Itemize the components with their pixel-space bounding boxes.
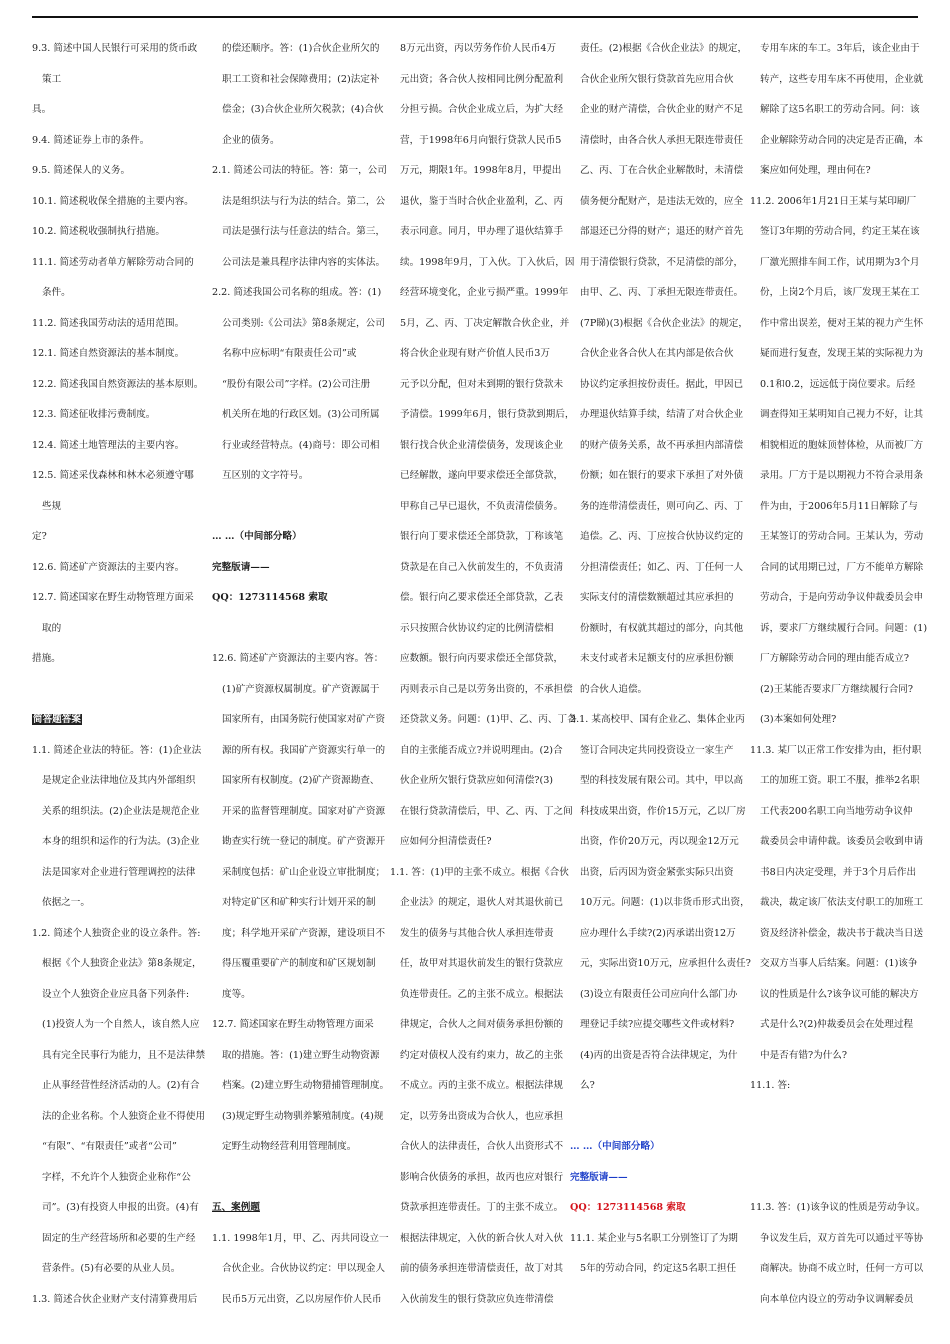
text-line: 5月，乙、丙、丁决定解散合伙企业，并 [400,317,570,329]
text-line: 法是组织法与行为法的结合。第二，公 [222,195,386,207]
text-line: 策工 [42,73,62,85]
text-line: 9.3. 简述中国人民银行可采用的货币政 [32,43,198,54]
text-line: 度；科学地开采矿产资源，建设项目不 [222,927,386,939]
text-line: 勘查实行统一登记的制度。矿产资源开 [222,836,386,847]
text-line: 自的主张能否成立?并说明理由。(2)合 [400,744,563,756]
text-line: 措施。 [32,653,61,664]
blank-line [212,1163,388,1194]
text-line: 元，实际出资10万元，应承担什么责任? [580,958,751,969]
text-line: 交双方当事人后结案。问题：(1)该争 [760,958,918,969]
text-line: (3)设立有限责任公司应向什么部门办 [580,988,738,1000]
text-line: 12.7. 简述国家在野生动物管理方面采 [32,592,194,603]
text-line: 元出资；各合伙人按相同比例分配盈利 [400,73,564,85]
text-line: 分担清偿责任；如乙、丙、丁任何一人 [580,561,744,573]
text-line: 律规定，合伙人之间对债务承担份额的 [400,1019,564,1030]
text-line: 采制度包括：矿山企业设立审批制度； [222,866,386,878]
text-line: 式是什么?(2)仲裁委员会在处理过程 [760,1019,914,1030]
text-line: QQ：1273114568 索取 [212,592,328,603]
text-line: 源的所有权。我国矿产资源实行单一的 [222,744,386,756]
text-line: 1.2. 简述个人独资企业的设立条件。答: [32,927,201,939]
text-line: 退伙，鉴于当时合伙企业盈利，乙、丙 [400,195,564,207]
text-line: 的财产债务关系，故不再承担内部清偿 [580,439,744,451]
text-line: 定野生动物经营利用管理制度。 [222,1141,357,1152]
text-line: (1)投资人为一个自然人，该自然人应 [42,1019,200,1030]
text-line: (7P睇)(3)根据《合伙企业法》的规定， [580,317,748,329]
text-line: 9.4. 简述证券上市的条件。 [32,134,150,146]
text-line: 未支付或者未足额支付的应承担份额 [580,653,734,664]
text-line: 伙企业所欠银行贷款应如何清偿?(3) [400,775,554,786]
text-line: 件为由，于2006年5月11日解除了与 [760,500,918,512]
text-line: 书8日内决定受理，并于3个月后作出 [760,866,917,878]
text-line: 1.1. 1998年1月，甲、乙、丙共同设立一 [212,1232,389,1244]
column-3 [390,34,577,1315]
text-line: 1.1. 简述企业法的特征。答：(1)企业法 [32,744,202,756]
section-heading: 简答题答案 [33,714,81,725]
text-line: 部退还已分得的财产；退还的财产首先 [580,226,744,237]
text-line: 是规定企业法律地位及其内外部组织 [42,775,196,786]
text-line: 12.7. 简述国家在野生动物管理方面采 [212,1019,374,1030]
text-line: 司”。(3)有投资人申报的出资。(4)有 [42,1202,199,1213]
text-line: 专用车床的车工。3年后，该企业由于 [760,43,920,54]
text-line: 出资，后丙因为资金紧张实际只出资 [580,866,734,878]
text-line: 8万元出资，丙以劳务作价人民币4万 [400,43,557,54]
text-line: 厂激光照排车间工作，试用期为3个月 [760,256,920,268]
text-line: 民币5万元出资，乙以房屋作价人民币 [222,1293,382,1305]
text-line: 公司类别:《公司法》第8条规定，公司 [222,317,385,329]
text-line: 机关所在地的行政区划。(3)公司所属 [222,409,380,420]
text-line: 科技成果出资，作价15万元，乙以厂房 [580,805,746,817]
text-line: 商解决。协商不成立时，任何一方可以 [760,1263,924,1274]
text-line: 调查得知王某明知自己视力不好，让其 [760,409,924,420]
text-line: 条件。 [42,287,71,298]
text-line: 偿金；(3)合伙企业所欠税款；(4)合伙 [222,104,384,115]
text-line: 得压覆重要矿产的制度和矿区规划制 [222,958,376,969]
text-line: 银行找合伙企业清偿债务，发现该企业 [400,439,564,451]
text-line: 10.2. 简述税收强制执行措施。 [32,226,165,237]
column-1 [32,34,208,1315]
text-line: “股份有限公司”字样。(2)公司注册 [222,378,371,390]
text-line: 5年的劳动合同，约定这5名职工担任 [580,1263,737,1274]
text-line: 劳动合，于是向劳动争议仲裁委员会申 [760,592,924,603]
text-line: 录用。厂方于是以期视力不符合录用条 [760,470,924,481]
section-heading: 五、案例题 [212,1202,260,1213]
text-line: 取的措施。答：(1)建立野生动物资源 [222,1049,380,1061]
text-line: … …（中间部分略） [570,1141,660,1152]
text-line: 国家所有权制度。(2)矿产资源勘查、 [222,775,380,786]
text-line: 度等。 [222,988,251,1000]
text-line: 么? [580,1080,595,1091]
text-line: 11.1. 答: [750,1080,791,1091]
text-line: 负连带责任。乙的主张不成立。根据法 [400,988,564,1000]
blank-line [750,1163,926,1194]
text-line: 已经解散，遂向甲要求偿还全部贷款， [400,470,564,481]
text-line: 职工工资和社会保障费用；(2)法定补 [222,73,380,85]
text-line: 工代表200名职工向当地劳动争议仲 [760,805,913,817]
text-line: 10.1. 简述税收保全措施的主要内容。 [32,195,194,207]
text-line: 示只按照合伙协议约定的比例清偿相 [400,622,554,634]
text-line: 合伙企业。合伙协议约定：甲以现金人 [222,1263,386,1274]
text-line: 份额；如在银行的要求下承担了对外债 [580,470,744,481]
text-line: 11.1. 简述劳动者单方解除劳动合同的 [32,256,194,268]
text-line: 本身的组织和运作的行为法。(3)企业 [42,836,200,847]
text-line: 根据《个人独资企业法》第8条规定， [42,958,202,969]
text-line: 些规 [42,500,62,512]
text-line: 关系的组织法。(2)企业法是规范企业 [42,805,200,817]
blank-line [750,1102,926,1133]
text-line: 偿。银行向乙要求偿还全部贷款，乙表 [400,592,564,603]
text-line: 档案。(2)建立野生动物猎捕管理制度。 [222,1080,390,1091]
text-line: 疑而进行复查，发现王某的实际视力为 [760,348,924,359]
text-line: 1.3. 简述合伙企业财产支付清算费用后 [32,1293,198,1305]
text-line: 营，于1998年6月向银行贷款人民币5 [400,134,562,146]
text-line: 中是否有错?为什么? [760,1049,848,1061]
text-line: 型的科技发展有限公司。其中，甲以高 [580,775,744,786]
text-line: 定，以劳务出资成为合伙人，也应承担 [400,1110,564,1122]
text-line: 甲称自己早已退伙，不负责清偿债务。 [400,500,564,512]
text-line: 12.6. 简述矿产资源法的主要内容。答： [212,653,384,664]
text-line: 争议发生后，双方首先可以通过平等协 [760,1232,924,1244]
text-line: 案应如何处理，理由何在? [760,165,871,176]
text-line: 企业解除劳动合同的决定是否正确，本 [760,134,924,146]
text-line: 2.1. 简述公司法的特征。答：第一，公司 [212,165,387,176]
text-line: 责任。(2)根据《合伙企业法》的规定， [580,43,748,54]
text-line: 影响合伙债务的承担，故丙也应对银行 [400,1171,564,1183]
text-line: 11.1. 某企业与5名职工分别签订了为期 [570,1232,738,1244]
text-line: 11.2. 2006年1月21日王某与某印刷厂 [750,195,917,207]
text-line: 由甲、乙、丙、丁承担无限连带责任。 [580,287,744,298]
text-line: 经营环境变化，企业亏损严重。1999年 [400,287,569,298]
text-line: 9.5. 简述保人的义务。 [32,165,131,176]
text-line: 办理退伙结算手续，结清了对合伙企业 [580,409,744,420]
text-line: 出资，作价20万元，丙以现金12万元 [580,836,739,847]
text-line: 表示同意。同月，甲办理了退伙结算手 [400,226,564,237]
text-line: 丙则表示自己是以劳务出资的，不承担偿 [400,683,573,695]
text-line: 企业的债务。 [222,134,280,146]
text-line: 乙、丙、丁在合伙企业解散时，未清偿 [580,165,744,176]
text-line: 贷款承担连带责任。丁的主张不成立。 [400,1202,564,1213]
text-line: (1)矿产资源权属制度。矿产资源属于 [222,683,380,695]
text-line: 司法是强行法与任意法的结合。第三， [222,226,386,237]
text-line: 取的 [42,622,62,634]
text-line: 王某签订的劳动合同。王某认为，劳动 [760,531,924,542]
text-line: 工的加班工资。职工不服，推举2名职 [760,775,920,786]
text-line: 理登记手续?应提交哪些文件或材料? [580,1019,735,1030]
text-line: 11.3. 答：(1)该争议的性质是劳动争议。 [750,1202,926,1213]
text-line: 企业的财产清偿，合伙企业的财产不足 [580,104,744,115]
column-4 [570,34,751,1285]
text-line: 务的连带清偿责任，则可向乙、丙、丁 [580,500,744,512]
text-line: 对特定矿区和矿种实行计划开采的制 [222,897,376,908]
text-line: 2.2. 简述我国公司名称的组成。答：(1) [212,287,382,298]
text-line: 解除了这5名职工的劳动合同。问：该 [760,104,920,115]
text-line: 止从事经营性经济活动的人。(2)有合 [42,1080,200,1091]
text-line: … …（中间部分略） [212,531,302,542]
text-line: 12.3. 简述征收排污费制度。 [32,409,156,420]
text-line: (4)丙的出资是否符合法律规定，为什 [580,1049,738,1061]
text-line: 完整版请—— [212,561,270,573]
text-line: 签订3年期的劳动合同，约定王某在该 [760,226,920,237]
text-line: 相貌相近的胞妹顶替体检，从而被厂方 [760,439,924,451]
column-2 [212,34,388,1315]
blank-line [750,1132,926,1163]
text-line: 12.5. 简述采伐森林和林木必须遵守哪 [32,470,194,481]
text-line: 诉，要求厂方继续履行合同。问题：(1) [760,622,928,634]
text-line: 互区别的文字符号。 [222,470,309,481]
text-line: 2.1. 某高校甲、国有企业乙、集体企业丙 [570,714,745,725]
text-line: 完整版请—— [570,1171,628,1183]
text-line: 在银行贷款清偿后，甲、乙、丙、丁之间 [400,805,573,817]
text-line: 名称中应标明“有限责任公司”或 [222,348,357,359]
text-line: 应办理什么手续?(2)丙承诺出资12万 [580,927,736,939]
text-line: 12.1. 简述自然资源法的基本制度。 [32,348,185,359]
text-line: 10万元。问题：(1)以非货币形式出资， [580,897,750,908]
text-line: 银行向丁要求偿还全部贷款，丁称该笔 [400,531,564,542]
text-line: 元予以分配，但对未到期的银行贷款未 [400,378,564,390]
text-line: 资及经济补偿金，裁决书于裁决当日送 [760,927,924,939]
text-line: 约定对债权人没有约束力，故乙的主张 [400,1049,564,1061]
text-line: 裁委员会申请仲裁。该委员会收到申请 [760,836,924,847]
text-line: (3)规定野生动物驯养繁殖制度。(4)规 [222,1110,384,1122]
text-line [212,1193,388,1224]
text-line: 债务便分配财产，是违法无效的，应全 [580,195,744,207]
text-line: 万元，期限1年。1998年8月，甲提出 [400,165,562,176]
text-line: 固定的生产经营场所和必要的生产经 [42,1232,196,1244]
text-line: 的偿还顺序。答：(1)合伙企业所欠的 [222,43,380,54]
blank-line [212,492,388,523]
text-line: 合伙企业所欠银行贷款首先应用合伙 [580,73,734,85]
top-rule [32,16,918,18]
text-line: 企业法》的规定，退伙人对其退伙前已 [400,897,564,908]
blank-line [32,675,208,706]
text-line: 行业或经营特点。(4)商号：即公司相 [222,439,380,451]
text-line: 开采的监督管理制度。国家对矿产资源 [222,805,386,817]
text-line [32,705,208,736]
blank-line [570,1102,746,1133]
column-5 [750,34,926,1315]
text-line: 应数额。银行向丙要求偿还全部贷款， [400,653,564,664]
text-line: 的合伙人追偿。 [580,683,648,695]
text-line: 前的债务承担连带清偿责任，故丁对其 [400,1263,564,1274]
text-line: (3)本案如何处理? [760,714,837,725]
text-line: 转产，这些专用车床不再使用，企业就 [760,73,924,85]
text-line: 发生的债务与其他合伙人承担连带责 [400,927,554,939]
text-line: 厂方解除劳动合同的理由能否成立? [760,653,910,664]
text-line: 合同的试用期已过，厂方不能单方解除 [760,561,924,573]
text-line: 作中常出误差，便对王某的视力产生怀 [760,317,924,329]
text-line: 定? [32,531,47,542]
document-columns [32,34,928,1324]
text-line: 合伙人的法律责任，合伙人出资形式不 [400,1141,564,1152]
text-line: 法的企业名称。个人独资企业不得使用 [42,1110,206,1122]
text-line: 清偿时，由各合伙人承担无限连带责任 [580,134,744,146]
text-line: 应如何分担清偿责任? [400,836,492,847]
text-line: 根据法律规定，入伙的新合伙人对入伙 [400,1232,564,1244]
text-line: 议的性质是什么?该争议可能的解决方 [760,988,919,1000]
text-line: 设立个人独资企业应具备下列条件: [42,988,190,1000]
text-line: 任，故甲对其退伙前发生的银行贷款应 [400,958,564,969]
text-line: 12.2. 简述我国自然资源法的基本原则。 [32,378,204,390]
text-line: 予清偿。1999年6月，银行贷款到期后， [400,409,575,420]
text-line: 1.1. 答：(1)甲的主张不成立。根据《合伙 [390,866,569,878]
text-line: 裁决，裁定该厂依法支付职工的加班工 [760,897,924,908]
text-line: 12.4. 简述土地管理法的主要内容。 [32,439,185,451]
text-line: 具有完全民事行为能力，且不是法律禁 [42,1049,206,1061]
text-line: 实际支付的清偿数额超过其应承担的 [580,592,734,603]
text-line: 合伙企业各合伙人在其内部是依合伙 [580,348,734,359]
text-line: 营条件。(5)有必要的从业人员。 [42,1263,181,1274]
text-line: 还贷款义务。问题：(1)甲、乙、丙、丁各 [400,714,577,725]
text-line: 公司法是兼具程序法律内容的实体法。 [222,256,386,268]
text-line: 份，上岗2个月后，该厂发现王某在工 [760,287,920,298]
text-line: 11.3. 某厂以正常工作安排为由，拒付职 [750,744,922,756]
text-line: 不成立。丙的主张不成立。根据法律规 [400,1080,564,1091]
text-line: 贷款是在自己入伙前发生的，不负责清 [400,561,564,573]
text-line: 份额时，有权就其超过的部分，向其他 [580,622,744,634]
text-line: 协议约定承担按份责任。据此，甲因已 [580,378,744,390]
text-line: “有限”、“有限责任”或者“公司” [42,1141,177,1152]
text-line: 具。 [32,104,52,115]
text-line: 国家所有，由国务院行使国家对矿产资 [222,714,386,725]
text-line: 法是国家对企业进行管理调控的法律 [42,866,196,878]
text-line: 11.2. 简述我国劳动法的适用范围。 [32,317,185,329]
text-line: 将合伙企业现有财产价值人民币3万 [400,348,551,359]
text-line: QQ：1273114568 索取 [570,1202,686,1213]
text-line: 分担亏损。合伙企业成立后，为扩大经 [400,104,564,115]
blank-line [212,614,388,645]
text-line: 用于清偿银行贷款，不足清偿的部分， [580,256,744,268]
text-line: 追偿。乙、丙、丁应按合伙协议约定的 [580,531,744,542]
text-line: 续。1998年9月，丁入伙。丁入伙后，因 [400,256,575,268]
text-line: (2)王某能否要求厂方继续履行合同? [760,683,914,695]
text-line: 12.6. 简述矿产资源法的主要内容。 [32,561,185,573]
text-line: 字样，不允许个人独资企业称作“公 [42,1171,191,1183]
text-line: 依据之一。 [42,897,90,908]
text-line: 签订合同决定共同投资设立一家生产 [580,744,734,756]
text-line: 入伙前发生的银行贷款应负连带清偿 [400,1293,554,1305]
text-line: 向本单位内设立的劳动争议调解委员 [760,1293,914,1305]
text-line: 0.1和0.2，远远低于岗位要求。后经 [760,378,916,390]
